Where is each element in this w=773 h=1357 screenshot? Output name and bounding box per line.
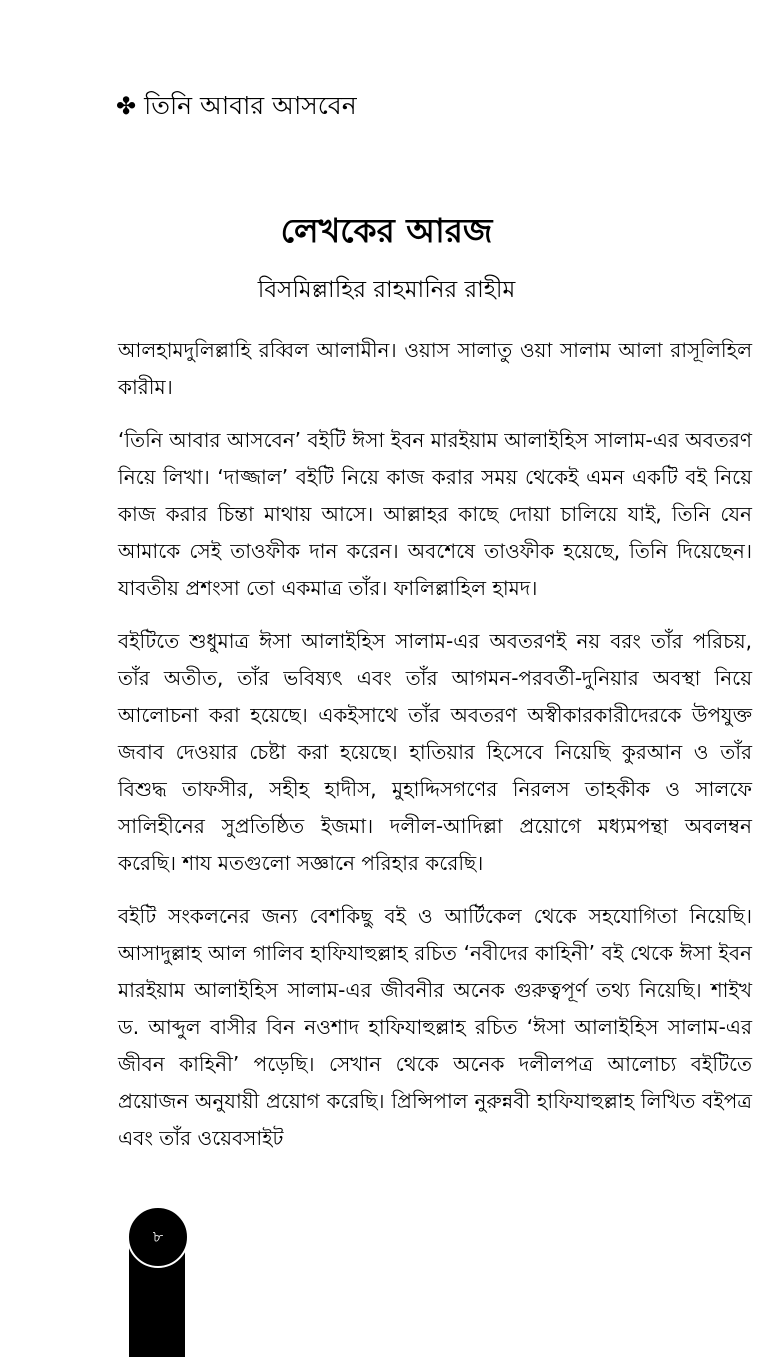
paragraph-4: বইটি সংকলনের জন্য বেশকিছু বই ও আর্টিকেল থেকে সহযোগিতা নিয়েছি। আসাদুল্লাহ আল গালিব হাফিযাহুল্লাহ রচিত ‘নবীদের কাহিনী’ বই থেকে ঈসা ইবন মারইয়াম আলাইহিস সালাম-এর জীবনীর অনেক গুরুত্বপূর্ণ তথ্য নিয়েছি। শাইখ ড. আব্দুল বাসীর বিন নওশাদ হাফিযাহুল্লাহ রচিত ‘ঈসা আলাইহিস সালাম-এর জীবন কাহিনী’ পড়েছি। সেখান থেকে অনেক দলীলপত্র আলোচ্য বইটিতে প্রয়োজন অনুযায়ী প্রয়োগ করেছি। প্রিন্সিপাল নুরুন্নবী হাফিযাহুল্লাহ লিখিত বইপত্র এবং তাঁর ওয়েবসাইট (118, 904, 752, 1150)
paragraph-1: আলহামদুলিল্লাহি রব্বিল আলামীন। ওয়াস সালাতু ওয়া সালাম আলা রাসূলিহিল কারীম। (118, 338, 752, 399)
paragraph-2: ‘তিনি আবার আসবেন’ বইটি ঈসা ইবন মারইয়াম আলাইহিস সালাম-এর অবতরণ নিয়ে লিখা। ‘দাজ্জাল’ বইটি নিয়ে কাজ করার সময় থেকেই এমন একটি বই নিয়ে কাজ করার চিন্তা মাথায় আসে। আল্লাহর কাছে দোয়া চালিয়ে যাই, তিনি যেন আমাকে সেই তাওফীক দান করেন। অবশেষে তাওফীক হয়েছে, তিনি দিয়েছেন। যাবতীয় প্রশংসা তো একমাত্র তাঁর। ফালিল্লাহিল হামদ। (118, 428, 752, 600)
body-text (118, 332, 752, 1173)
clover-ornament-icon: ✤ (116, 92, 137, 120)
page-number-badge (127, 1206, 189, 1268)
running-title: তিনি আবার আসবেন (144, 91, 357, 120)
running-header (116, 88, 357, 124)
paragraph-3: বইটিতে শুধুমাত্র ঈসা আলাইহিস সালাম-এর অবতরণই নয় বরং তাঁর পরিচয়, তাঁর অতীত, তাঁর ভবিষ্যৎ এবং তাঁর আগমন-পরবর্তী-দুনিয়ার অবস্থা নিয়ে আলোচনা করা হয়েছে। একইসাথে তাঁর অবতরণ অস্বীকারকারীদেরকে উপযুক্ত জবাব দেওয়ার চেষ্টা করা হয়েছে। হাতিয়ার হিসেবে নিয়েছি কুরআন ও তাঁর বিশুদ্ধ তাফসীর, সহীহ হাদীস, মুহাদ্দিসগণের নিরলস তাহকীক ও সালফে সালিহীনের সুপ্রতিষ্ঠিত ইজমা। দলীল-আদিল্লা প্রয়োগে মধ্যমপন্থা অবলম্বন করেছি। শায মতগুলো সজ্ঞানে পরিহার করেছি। (118, 629, 752, 875)
page-subtitle: বিসমিল্লাহির রাহমানির রাহীম (257, 277, 516, 303)
page-number: ৮ (152, 1226, 164, 1246)
page-title: লেখকের আরজ (280, 211, 493, 250)
